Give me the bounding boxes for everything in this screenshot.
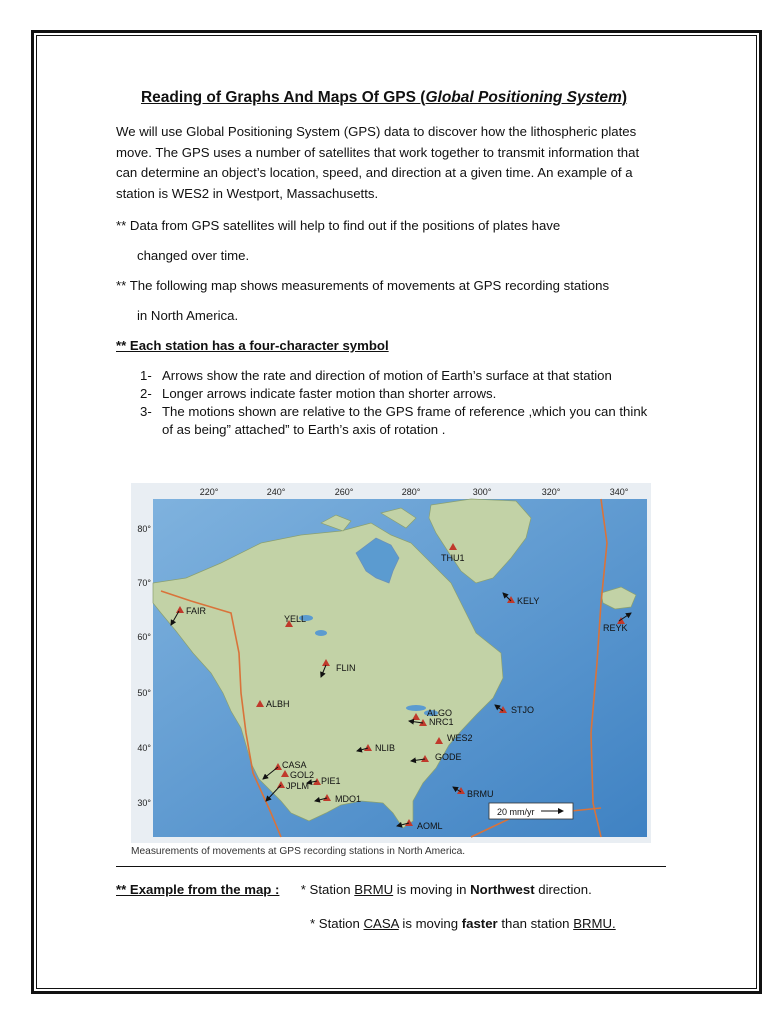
svg-text:GOL2: GOL2 [290, 770, 315, 780]
scale-label: 20 mm/yr [497, 807, 535, 817]
lat-tick: 70° [137, 578, 151, 588]
lat-tick: 50° [137, 688, 151, 698]
bullet-map-desc-cont: in North America. [137, 308, 239, 323]
svg-text:FAIR: FAIR [186, 606, 207, 616]
gps-map-svg [131, 483, 651, 843]
intro-paragraph: We will use Global Positioning System (GPS) data to discover how the lithospheric plates move. The GPS uses a number of satellites that work together to transmit information that can determine an object’s location, speed, and direction at a given time. An example of a station is WES2 in Westport, Massachusetts. [116, 124, 640, 201]
svg-text:NLIB: NLIB [375, 743, 396, 753]
example-line-2: * Station CASA is moving faster than station BRMU. [310, 916, 616, 931]
svg-text:PIE1: PIE1 [321, 776, 341, 786]
svg-text:AOML: AOML [417, 821, 443, 831]
lon-tick: 320° [541, 487, 561, 497]
svg-text:STJO: STJO [511, 705, 535, 715]
svg-text:THU1: THU1 [441, 553, 465, 563]
gps-map [131, 483, 651, 843]
list-item: 2- Longer arrows indicate faster motion than shorter arrows. [140, 386, 497, 401]
lat-tick: 60° [137, 632, 151, 642]
svg-text:ALBH: ALBH [266, 699, 290, 709]
svg-text:YELL: YELL [284, 614, 307, 624]
svg-text:WES2: WES2 [447, 733, 473, 743]
svg-text:JPLM: JPLM [286, 781, 310, 791]
lon-tick: 280° [401, 487, 421, 497]
lon-tick: 220° [199, 487, 219, 497]
map-caption: Measurements of movements at GPS recording stations in North America. [131, 846, 466, 857]
scale-legend [489, 803, 573, 819]
lon-tick: 340° [609, 487, 629, 497]
bullet-gps-data-cont: changed over time. [137, 248, 250, 263]
svg-text:ALGO: ALGO [427, 708, 453, 718]
svg-text:NRC1: NRC1 [429, 717, 454, 727]
list-item: 1- Arrows show the rate and direction of motion of Earth’s surface at that station [140, 368, 612, 383]
svg-text:CASA: CASA [282, 760, 307, 770]
page-title: Reading of Graphs And Maps Of GPS (Global Positioning System) [140, 89, 628, 106]
bullet-gps-data: ** Data from GPS satellites will help to find out if the positions of plates have [116, 218, 561, 233]
lon-tick: 300° [472, 487, 492, 497]
divider [116, 866, 666, 867]
lon-tick: 260° [334, 487, 354, 497]
bullet-map-desc: ** The following map shows measurements of movements at GPS recording stations [116, 278, 610, 293]
svg-text:FLIN: FLIN [336, 663, 356, 673]
svg-text:MDO1: MDO1 [335, 794, 362, 804]
lat-tick: 40° [137, 743, 151, 753]
lat-tick: 80° [137, 524, 151, 534]
svg-text:REYK: REYK [603, 623, 628, 633]
svg-text:BRMU: BRMU [467, 789, 494, 799]
rules-list [116, 367, 656, 439]
lon-tick: 240° [266, 487, 286, 497]
example-line-1: ** Example from the map : * Station BRMU is moving in Northwest direction. [116, 882, 592, 897]
svg-text:GODE: GODE [435, 752, 462, 762]
symbol-heading: ** Each station has a four-character symbol [116, 338, 389, 353]
svg-text:KELY: KELY [517, 596, 540, 606]
list-item: 3- The motions shown are relative to the GPS frame of reference ,which you can think of as being” attached” to Earth’s axis of rotation . [140, 404, 648, 437]
lat-tick: 30° [137, 798, 151, 808]
